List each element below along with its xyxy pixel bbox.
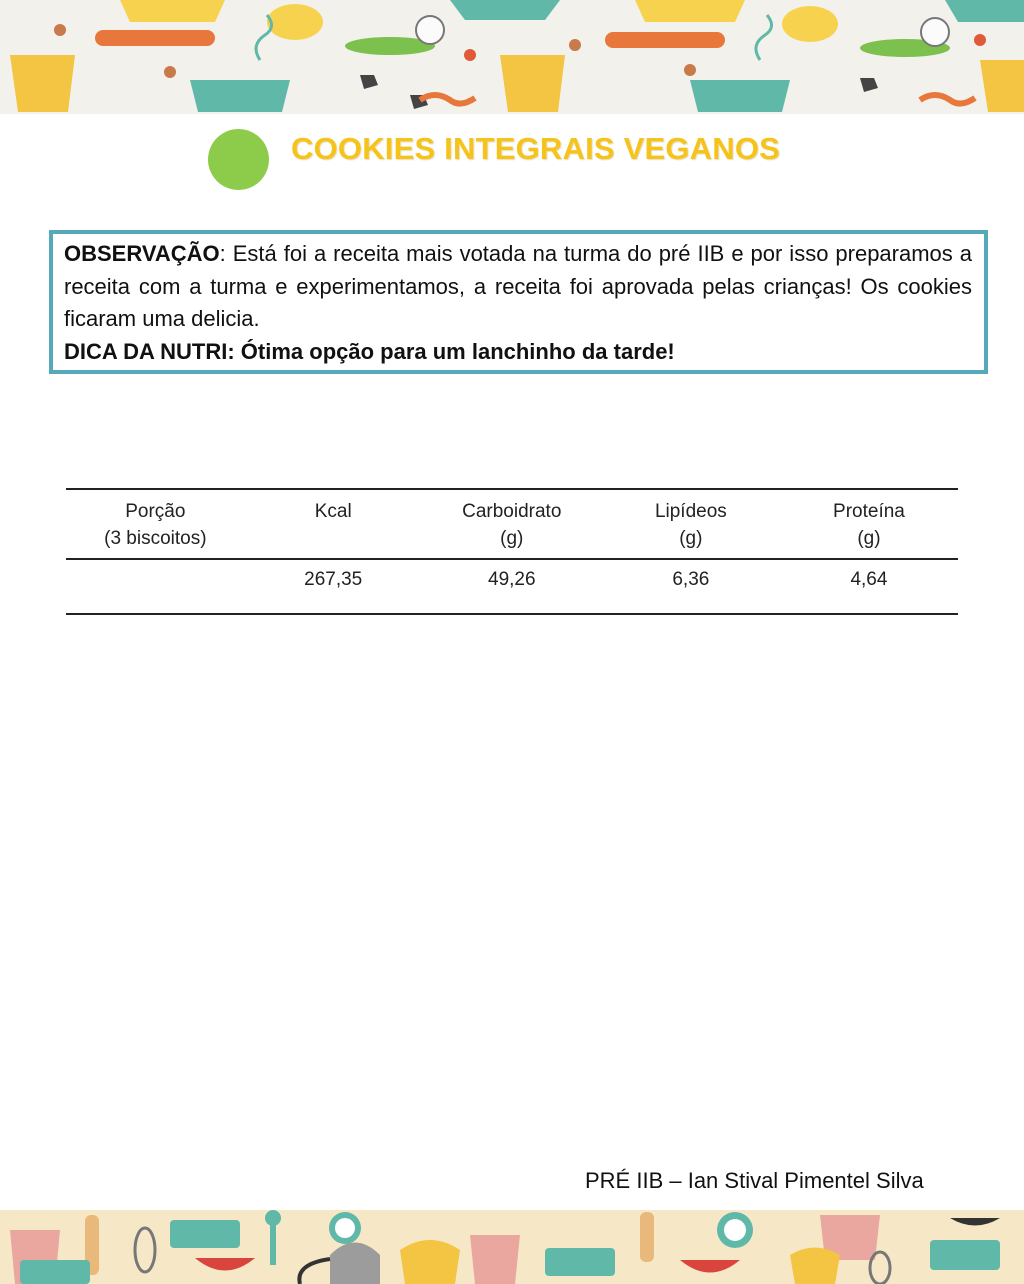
cell-carbohydrate: 49,26	[422, 559, 602, 614]
header-lipids-line1: Lipídeos	[654, 501, 727, 522]
header-portion	[66, 489, 245, 559]
header-carbohydrate-line2: (g)	[500, 528, 524, 549]
observation-paragraph	[64, 238, 972, 336]
observation-text: : Está foi a receita mais votada na turma do pré IIB e por isso preparamos a receita com a turma e experimentamos, a receita foi aprovada pelas crianças! Os cookies ficaram uma delicia.	[64, 241, 972, 331]
bottom-kitchen-pattern-banner	[0, 1210, 1024, 1284]
header-protein-line2: (g)	[857, 528, 881, 549]
cell-kcal: 267,35	[245, 559, 422, 614]
table-row	[66, 559, 958, 614]
nutri-tip: DICA DA NUTRI: Ótima opção para um lanchinho da tarde!	[64, 338, 675, 364]
nutrition-table-header-row	[66, 489, 958, 559]
nutrition-table	[66, 488, 958, 615]
header-portion-line2: (3 biscoitos)	[104, 528, 207, 549]
header-portion-line1: Porção	[125, 501, 186, 522]
header-protein	[780, 489, 958, 559]
kitchen-tools-illustration	[0, 1210, 1024, 1284]
header-carbohydrate	[422, 489, 602, 559]
cell-protein: 4,64	[780, 559, 958, 614]
top-kitchen-pattern-banner	[0, 0, 1024, 114]
observation-box	[49, 230, 988, 374]
header-lipids-line2: (g)	[679, 528, 703, 549]
header-protein-line1: Proteína	[833, 501, 905, 522]
cell-portion	[66, 559, 245, 614]
header-kcal	[245, 489, 422, 559]
recipe-title: COOKIES INTEGRAIS VEGANOS	[291, 131, 781, 166]
kitchen-pattern-illustration	[0, 0, 1024, 114]
title-bullet-dot	[208, 129, 269, 190]
header-lipids	[602, 489, 780, 559]
observation-label: OBSERVAÇÃO	[64, 241, 220, 266]
footer-credit: PRÉ IIB – Ian Stival Pimentel Silva	[585, 1168, 924, 1193]
cell-lipids: 6,36	[602, 559, 780, 614]
header-kcal-line1: Kcal	[314, 501, 352, 522]
header-carbohydrate-line1: Carboidrato	[462, 501, 562, 522]
